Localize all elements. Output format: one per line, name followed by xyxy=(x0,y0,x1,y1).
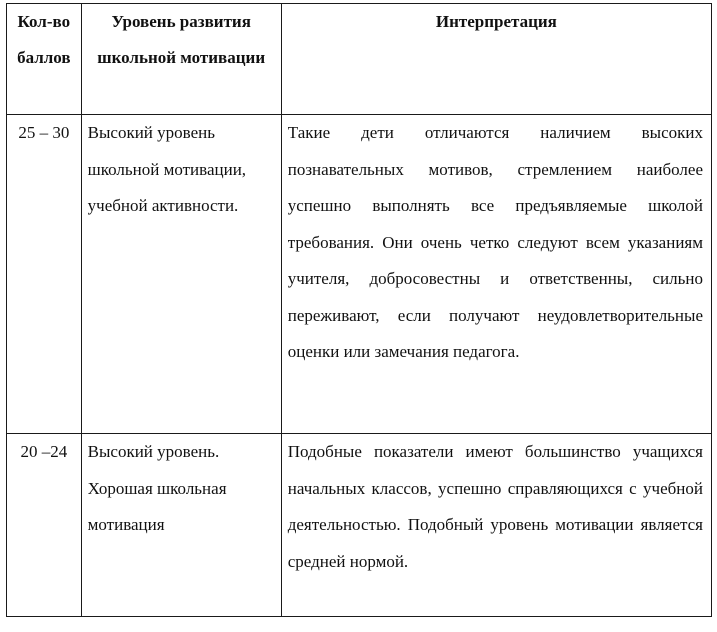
table-row xyxy=(7,115,712,434)
interpretation-cell: Такие дети отличаются наличием высоких познавательных мотивов, стремлением наиболее успешно выполнять все предъявляемые школой требования. Они очень четко следуют всем указаниям учителя, добросовестны и ответственны, сильно переживают, если получают неудовлетворительные оценки или замечания педагога. xyxy=(281,115,711,434)
score-cell: 20 –24 xyxy=(7,434,82,617)
score-cell: 25 – 30 xyxy=(7,115,82,434)
table-row xyxy=(7,434,712,617)
level-cell: Высокий уровень. Хорошая школьная мотивация xyxy=(81,434,281,617)
motivation-levels-table xyxy=(6,3,712,617)
header-score: Кол-во баллов xyxy=(7,4,82,115)
level-cell: Высокий уровень школьной мотивации, учебной активности. xyxy=(81,115,281,434)
table-header-row xyxy=(7,4,712,115)
interpretation-cell: Подобные показатели имеют большинство учащихся начальных классов, успешно справляющихся с учебной деятельностью. Подобный уровень мотивации является средней нормой. xyxy=(281,434,711,617)
header-interpretation: Интерпретация xyxy=(281,4,711,115)
header-level: Уровень развития школьной мотивации xyxy=(81,4,281,115)
